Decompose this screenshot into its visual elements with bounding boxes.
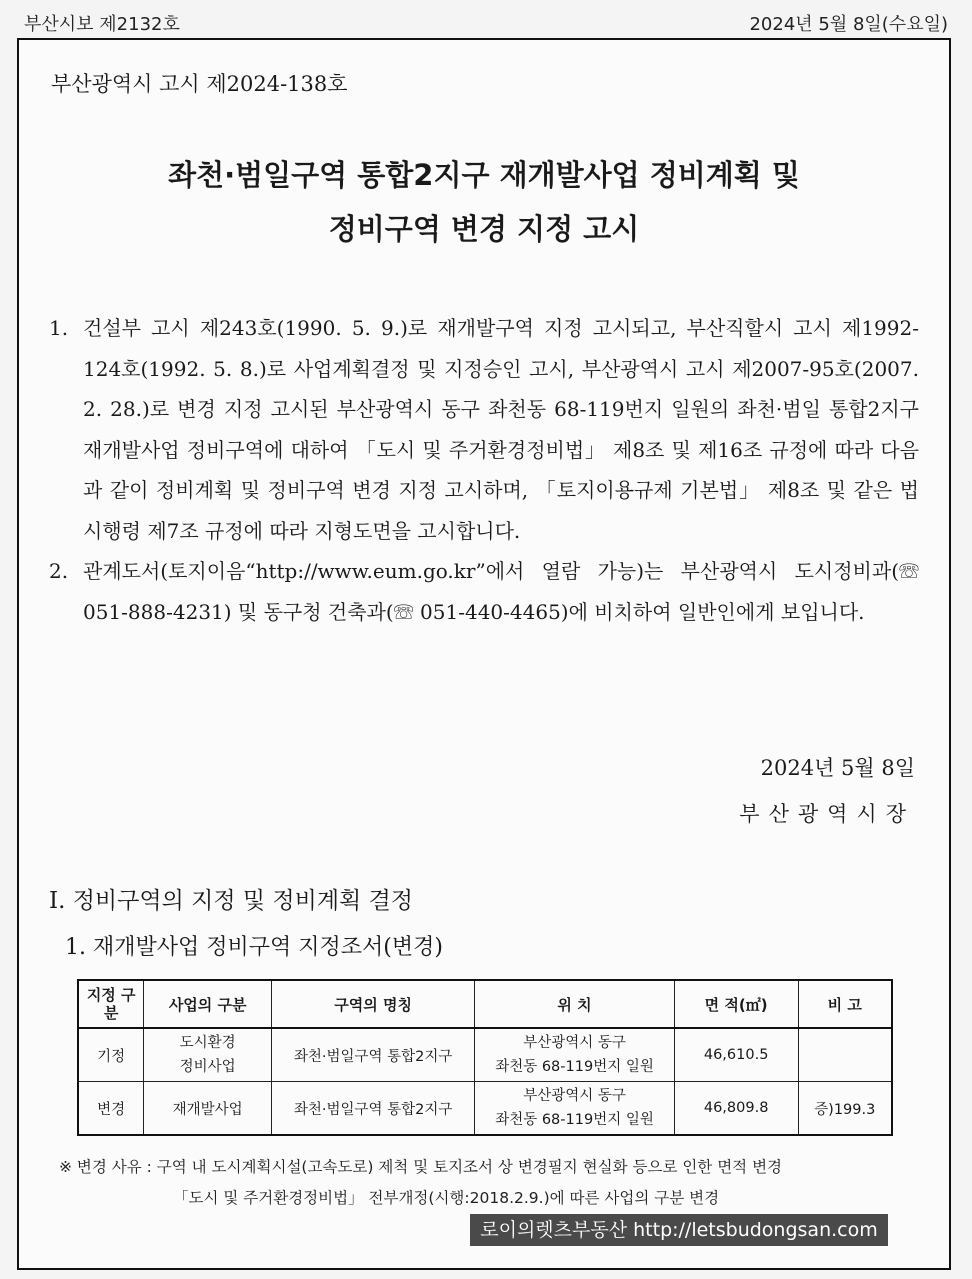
section-subheading: 1. 재개발사업 정비구역 지정조서(변경) [65,935,443,960]
table-header-row [78,980,892,1028]
notice-frame [17,38,951,1270]
change-notes [59,1152,782,1214]
cell-location-line-1: 부산광역시 동구 [523,1088,626,1104]
cell-area: 46,610.5 [674,1028,798,1082]
paragraph-text: 관계도서(토지이음“http://www.eum.go.kr”에서 열람 가능)는 부산광역시 도시정비과(☏ 051-888-4231) 및 동구청 건축과(☏ 051-440-4465)에 비치하여 일반인에게 보입니다. [83,559,919,624]
paragraph-2 [49,551,919,632]
cell-business-line-2: 정비사업 [179,1059,236,1075]
table-row [78,1082,892,1136]
header-remark: 비 고 [798,980,892,1028]
cell-type: 변경 [78,1082,144,1136]
cell-remark: 증)199.3 [798,1082,892,1136]
cell-name: 좌천·범일구역 통합2지구 [271,1028,474,1082]
cell-name: 좌천·범일구역 통합2지구 [271,1082,474,1136]
table-row [78,1028,892,1082]
paragraph-number: 2. [49,559,69,583]
gazette-date: 2024년 5월 8일(수요일) [749,14,948,35]
title-line-2: 정비구역 변경 지정 고시 [328,212,640,246]
cell-location-line-2: 좌천동 68-119번지 일원 [495,1112,654,1128]
cell-remark [798,1028,892,1082]
gazette-issue: 부산시보 제2132호 [24,14,180,35]
header-business: 사업의 구분 [144,980,272,1028]
note-line-1: ※ 변경 사유 : 구역 내 도시계획시설(고속도로) 제척 및 토지조서 상 변경필지 현실화 등으로 인한 면적 변경 [59,1158,783,1176]
notice-body [49,308,919,632]
cell-business-line-1: 도시환경 [179,1035,236,1051]
header-location: 위 치 [475,980,674,1028]
designation-table [77,979,893,1136]
notice-title [19,148,949,256]
cell-business [144,1028,272,1082]
cell-location [475,1082,674,1136]
header-name: 구역의 명칭 [271,980,474,1028]
cell-business: 재개발사업 [144,1082,272,1136]
paragraph-number: 1. [49,316,69,340]
paragraph-1 [49,308,919,551]
cell-location [475,1028,674,1082]
signature-issuer: 부산광역시장 [739,802,915,826]
cell-location-line-2: 좌천동 68-119번지 일원 [495,1059,654,1075]
cell-location-line-1: 부산광역시 동구 [523,1035,626,1051]
header-area: 면 적(㎡) [674,980,798,1028]
paragraph-text: 건설부 고시 제243호(1990. 5. 9.)로 재개발구역 지정 고시되고, 부산직할시 고시 제1992-124호(1992. 5. 8.)로 사업계획결정 및 지정승인 고시, 부산광역시 고시 제2007-95호(2007. 2. 28.)로 변경 지정 고시된 부산광역시 동구 좌천동 68-119번지 일원의 좌천·범일 통합2지구 재개발사업 정비구역에 대하여 「도시 및 주거환경정비법」 제8조 및 제16조 규정에 따라 다음과 같이 정비계획 및 정비구역 변경 지정 고시하며, 「토지이용규제 기본법」 제8조 및 같은 법 시행령 제7조 규정에 따라 지형도면을 고시합니다. [83,316,919,543]
header-type: 지정 구분 [78,980,144,1028]
note-line-2: 「도시 및 주거환경정비법」 전부개정(시행:2018.2.9.)에 따른 사업의 구분 변경 [173,1189,720,1207]
watermark: 로이의렛츠부동산 http://letsbudongsan.com [470,1214,888,1246]
page-header [24,10,948,36]
section-heading: I. 정비구역의 지정 및 정비계획 결정 [49,888,414,914]
signature-date: 2024년 5월 8일 [760,756,915,780]
notice-number: 부산광역시 고시 제2024-138호 [51,72,348,96]
title-line-1: 좌천·범일구역 통합2지구 재개발사업 정비계획 및 [168,158,800,192]
cell-type: 기정 [78,1028,144,1082]
cell-area: 46,809.8 [674,1082,798,1136]
